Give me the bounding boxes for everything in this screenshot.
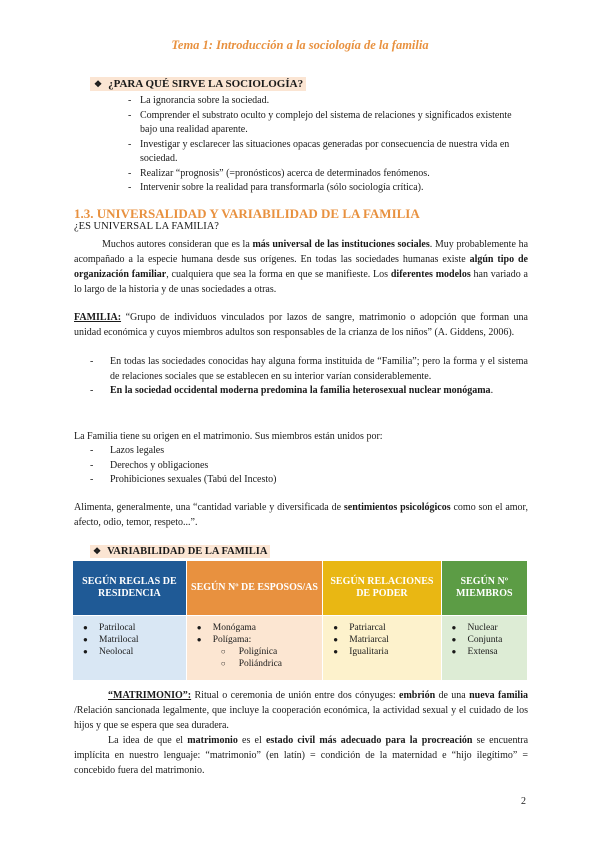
list-item: - La ignorancia sobre la sociedad. (90, 94, 530, 109)
list-item: ● Conjunta (448, 634, 521, 646)
variability-heading: ❖ VARIABILIDAD DE LA FAMILIA (90, 545, 270, 558)
universal-paragraph: Muchos autores consideran que es la más universal de las instituciones sociales. Muy probablemente ha acompañado a la especie humana desde sus orígenes. En todas las sociedades humanas existe algún tipo de organización familiar, cualquiera que sea la forma en que se manifieste. Los diferentes modelos han variado a lo largo de la historia y de unas sociedades a otras. (74, 239, 529, 295)
familia-definition: FAMILIA: “Grupo de individuos vinculados por lazos de sangre, matrimonio o adopción que forman una unidad económica y cuyos miembros adultos son responsables de la crianza de los niños” (A. Giddens, 2006). (74, 312, 528, 338)
list-item: ● Matrilocal (79, 634, 180, 646)
page-number: 2 (521, 796, 526, 807)
list-item: - Realizar “prognosis” (=pronósticos) acerca de determinados fenómenos. (90, 167, 530, 182)
list-item: - Derechos y obligaciones (74, 459, 528, 474)
matrimonio-definition: “MATRIMONIO”: Ritual o ceremonia de unión entre dos cónyuges: embrión de una nueva familia /Relación sancionada legalmente, que incluye la cooperación económica, la actividad sexual y el cuidado de los hijos y que se espera que sea duradera. (74, 690, 528, 731)
variability-table (72, 560, 528, 681)
list-item: ● Nuclear (448, 622, 521, 634)
purpose-section (90, 74, 530, 196)
list-item: ● Matriarcal (329, 634, 434, 646)
list-item: ● Neolocal (79, 646, 180, 658)
list-item: ● Patriarcal (329, 622, 434, 634)
diamond-bullet-icon: ❖ (93, 546, 102, 556)
list-item: - Prohibiciones sexuales (Tabú del Incesto) (74, 473, 528, 488)
origin-paragraph: La Familia tiene su origen en el matrimonio. Sus miembros están unidos por: (74, 431, 383, 442)
list-item: ● Patrilocal (79, 622, 180, 634)
list-item: ● Monógama (193, 622, 317, 634)
table-cell (186, 616, 323, 681)
familia-notes (74, 355, 528, 399)
list-item: ● Igualitaria (329, 646, 434, 658)
purpose-list (90, 94, 530, 196)
list-item: - Intervenir sobre la realidad para transformarla (sólo sociología crítica). (90, 181, 530, 196)
table-cell (73, 616, 187, 681)
table-header: SEGÚN Nº MIEMBROS (441, 561, 527, 616)
table-header: SEGÚN RELACIONES DE PODER (323, 561, 441, 616)
matrimonio-paragraph: La idea de que el matrimonio es el estado civil más adecuado para la procreación se encuentra implícita en nuestro lenguaje: “matrimonio” (en latín) = condición de la maternidad e “hijo ilegítimo” = concebido fuera del matrimonio. (74, 735, 529, 776)
list-item: - Comprender el substrato oculto y complejo del sistema de relaciones y significados existente bajo una realidad aparente. (90, 109, 530, 138)
table-header: SEGÚN Nº DE ESPOSOS/AS (186, 561, 323, 616)
list-item: ● Extensa (448, 646, 521, 658)
purpose-heading: ❖ ¿PARA QUÉ SIRVE LA SOCIOLOGÍA? (90, 77, 306, 91)
origin-list (74, 444, 528, 488)
list-item: ○ Poliándrica (193, 658, 317, 670)
matrimonio-term: “MATRIMONIO”: (108, 690, 192, 701)
table-header: SEGÚN REGLAS DE RESIDENCIA (73, 561, 187, 616)
section-heading: 1.3. UNIVERSALIDAD Y VARIABILIDAD DE LA FAMILIA (74, 206, 420, 221)
table-cell (323, 616, 441, 681)
section-question: ¿ES UNIVERSAL LA FAMILIA? (74, 221, 219, 232)
list-item: - En la sociedad occidental moderna predomina la familia heterosexual nuclear monógama. (74, 384, 528, 399)
sentiments-paragraph: Alimenta, generalmente, una “cantidad variable y diversificada de sentimientos psicológicos como son el amor, afecto, odio, temor, respeto...”. (74, 502, 528, 528)
list-item: - Lazos legales (74, 444, 528, 459)
list-item: ○ Poligínica (193, 646, 317, 658)
list-item: - En todas las sociedades conocidas hay alguna forma instituida de “Familia”; pero la forma y el sistema de relaciones sociales que se establecen en su interior varían considerablemente. (74, 355, 528, 384)
list-item: ● Polígama: (193, 634, 317, 646)
page-title: Tema 1: Introducción a la sociología de la familia (171, 38, 429, 52)
list-item: - Investigar y esclarecer las situaciones opacas generadas por consecuencia de nuestra vida en sociedad. (90, 138, 530, 167)
table-cell (441, 616, 527, 681)
diamond-bullet-icon: ❖ (94, 79, 103, 89)
familia-term: FAMILIA: (74, 312, 122, 323)
